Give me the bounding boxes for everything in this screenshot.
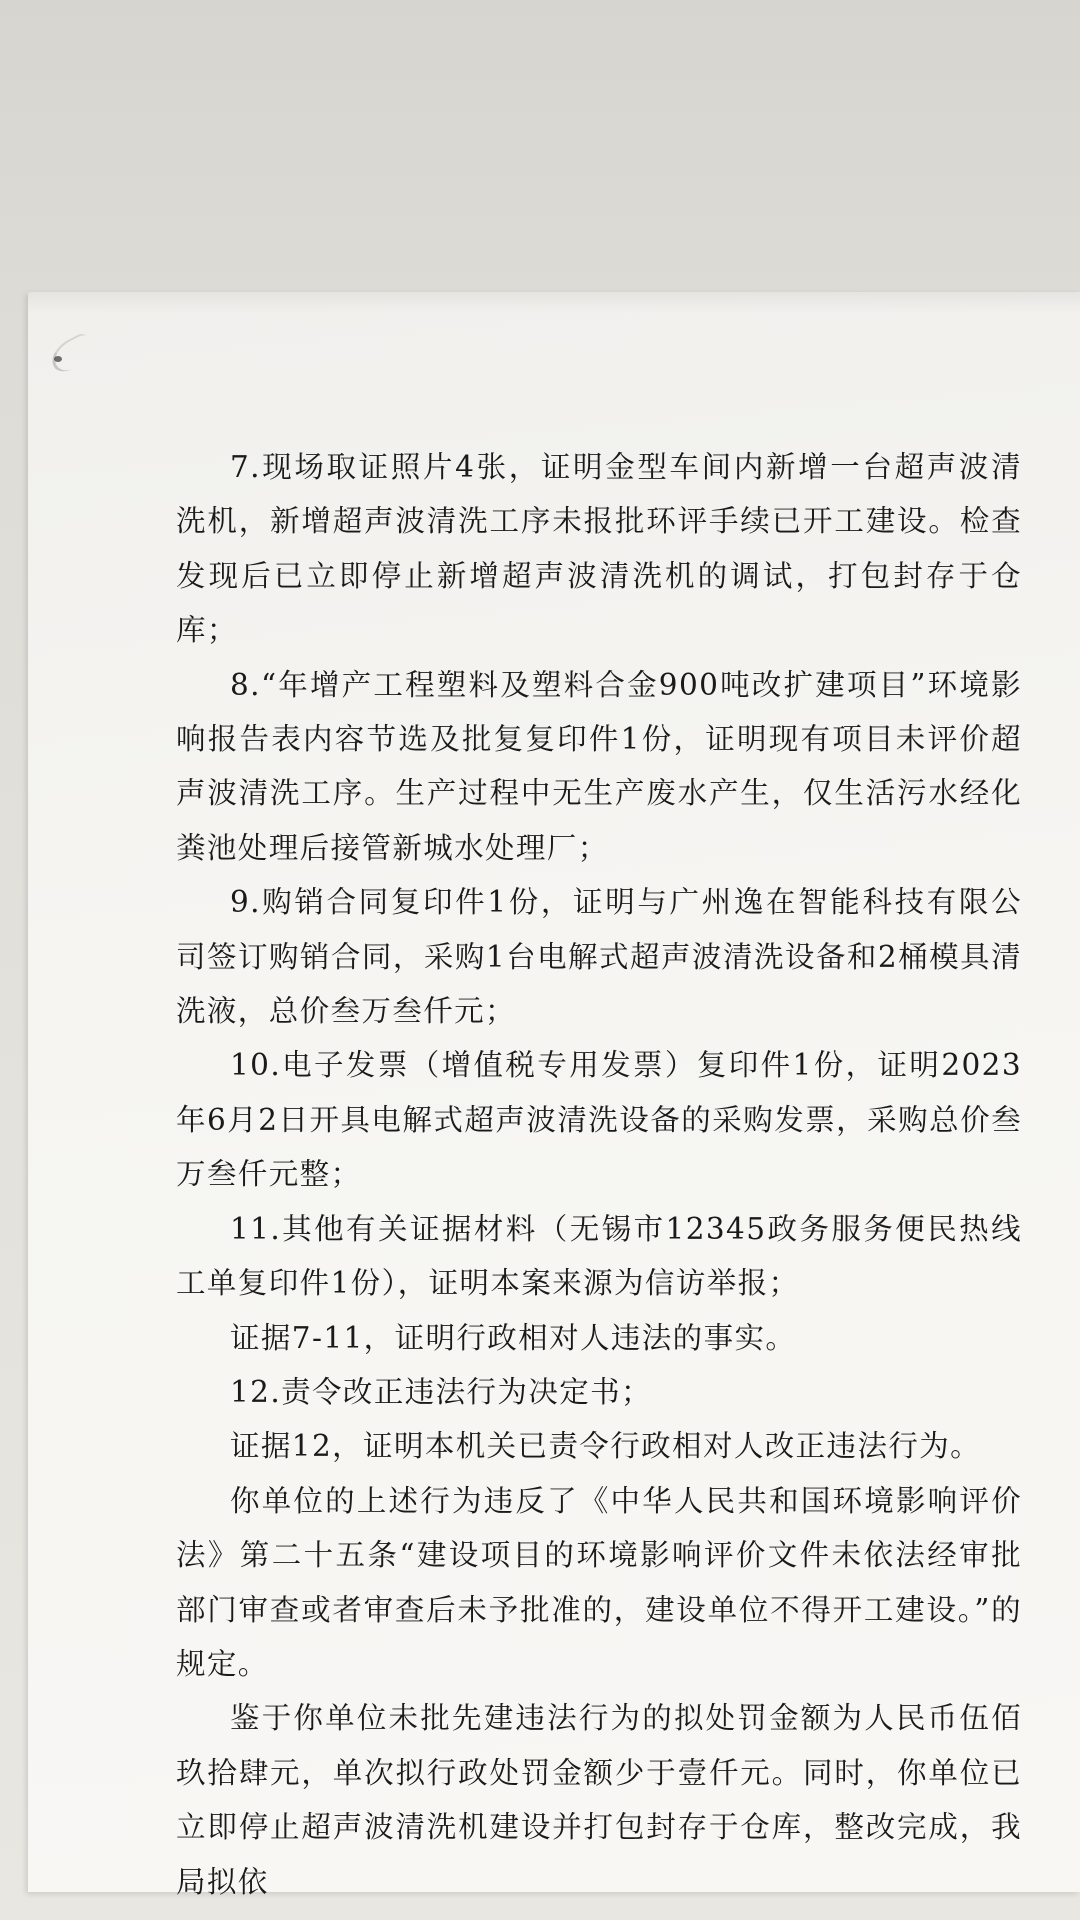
evidence-item-7: 7.现场取证照片4张，证明金型车间内新增一台超声波清洗机，新增超声波清洗工序未报批环评手续已开工建设。检查发现后已立即停止新增超声波清洗机的调试，打包封存于仓库；	[176, 450, 1022, 648]
violation-statement: 你单位的上述行为违反了《中华人民共和国环境影响评价法》第二十五条“建设项目的环境影响评价文件未依法经审批部门审查或者审查后未予批准的，建设单位不得开工建设。”的规定。	[176, 1483, 1022, 1681]
evidence-item-12: 12.责令改正违法行为决定书；	[230, 1374, 652, 1409]
evidence-summary-12: 证据12，证明本机关已责令行政相对人改正违法行为。	[230, 1429, 982, 1464]
evidence-item-10: 10.电子发票（增值税专用发票）复印件1份，证明2023年6月2日开具电解式超声波清洗设备的采购发票，采购总价叁万叁仟元整；	[176, 1048, 1022, 1192]
staple-hole	[54, 356, 62, 362]
document-body	[176, 440, 1022, 1909]
penalty-consideration: 鉴于你单位未批先建违法行为的拟处罚金额为人民币伍佰玖拾肆元，单次拟行政处罚金额少于壹仟元。同时，你单位已立即停止超声波清洗机建设并打包封存于仓库，整改完成，我局拟依	[176, 1701, 1022, 1899]
evidence-item-11: 11.其他有关证据材料（无锡市12345政务服务便民热线工单复印件1份），证明本案来源为信访举报；	[176, 1211, 1022, 1301]
evidence-summary-7-11: 证据7-11，证明行政相对人违法的事实。	[230, 1320, 797, 1355]
evidence-item-8: 8.“年增产工程塑料及塑料合金900吨改扩建项目”环境影响报告表内容节选及批复复印件1份，证明现有项目未评价超声波清洗工序。生产过程中无生产废水产生，仅生活污水经化粪池处理后接管新城水处理厂；	[176, 667, 1022, 865]
staple-tear-mark	[46, 332, 97, 377]
evidence-item-9: 9.购销合同复印件1份，证明与广州逸在智能科技有限公司签订购销合同，采购1台电解式超声波清洗设备和2桶模具清洗液，总价叁万叁仟元；	[176, 885, 1022, 1029]
